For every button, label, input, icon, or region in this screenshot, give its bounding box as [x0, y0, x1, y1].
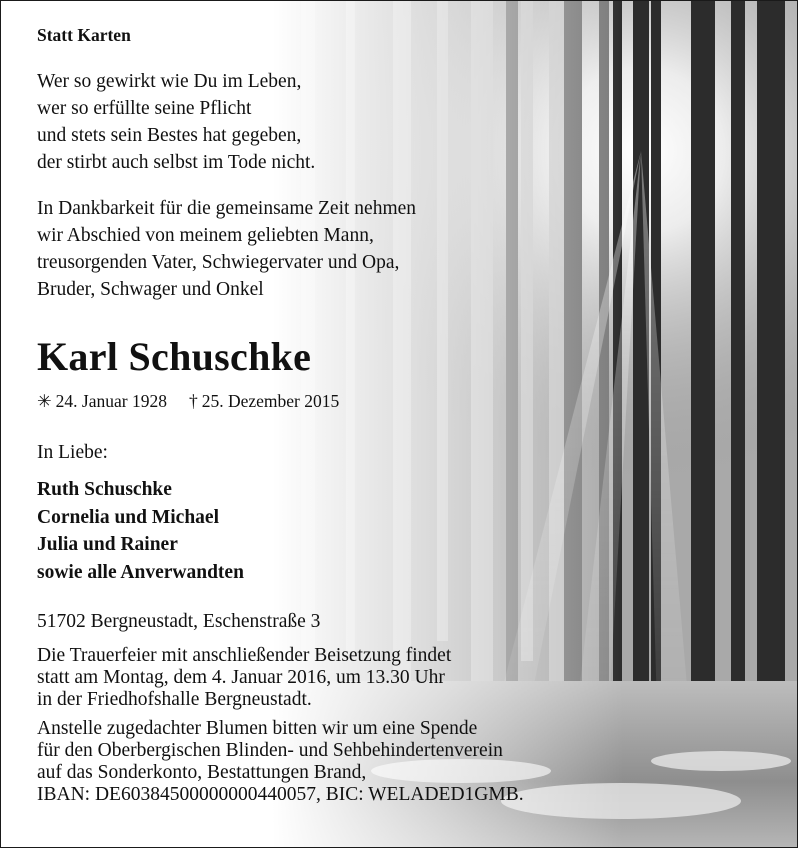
farewell-intro: [37, 195, 416, 303]
poem-line: wer so erfüllte seine Pflicht: [37, 98, 252, 119]
donation-line: Anstelle zugedachter Blumen bitten wir um eine Spende: [37, 718, 478, 739]
family-address: 51702 Bergneustadt, Eschenstraße 3: [37, 611, 321, 632]
mourner-name: sowie alle Anverwandten: [37, 561, 244, 583]
donation-request: [37, 718, 524, 806]
mourner-name: Ruth Schuschke: [37, 479, 172, 500]
notice-text: [1, 1, 798, 848]
service-line: Die Trauerfeier mit anschließender Beisetzung findet: [37, 645, 452, 666]
service-line: in der Friedhofshalle Bergneustadt.: [37, 689, 312, 710]
intro-line: wir Abschied von meinem geliebten Mann,: [37, 225, 374, 246]
funeral-service-info: [37, 645, 451, 711]
service-line: statt am Montag, dem 4. Januar 2016, um 13.30 Uhr: [37, 667, 445, 688]
intro-line: Bruder, Schwager und Onkel: [37, 279, 264, 300]
death-date: 25. Dezember 2015: [201, 391, 340, 411]
donation-line: für den Oberbergischen Blinden- und Sehbehindertenverein: [37, 740, 503, 761]
intro-line: treusorgenden Vater, Schwiegervater und Opa,: [37, 252, 400, 273]
poem-line: Wer so gewirkt wie Du im Leben,: [37, 71, 302, 92]
mourner-name: Cornelia und Michael: [37, 506, 220, 528]
donation-line: IBAN: DE60384500000000440057, BIC: WELADED1GMB.: [37, 784, 524, 805]
death-cross-icon: †: [188, 391, 198, 411]
memorial-poem: [37, 68, 315, 176]
poem-line: der stirbt auch selbst im Tode nicht.: [37, 152, 316, 173]
birth-date: 24. Januar 1928: [55, 391, 167, 411]
notice-heading: Statt Karten: [37, 25, 131, 45]
mourner-name: Julia und Rainer: [37, 534, 178, 555]
life-dates: [37, 389, 339, 413]
birth-star-icon: ✳: [37, 391, 52, 411]
in-love-label: In Liebe:: [37, 442, 108, 463]
mourners-list: [37, 476, 244, 586]
intro-line: In Dankbarkeit für die gemeinsame Zeit nehmen: [37, 198, 417, 219]
deceased-name: Karl Schuschke: [37, 334, 312, 379]
donation-line: auf das Sonderkonto, Bestattungen Brand,: [37, 762, 367, 783]
poem-line: und stets sein Bestes hat gegeben,: [37, 125, 302, 146]
